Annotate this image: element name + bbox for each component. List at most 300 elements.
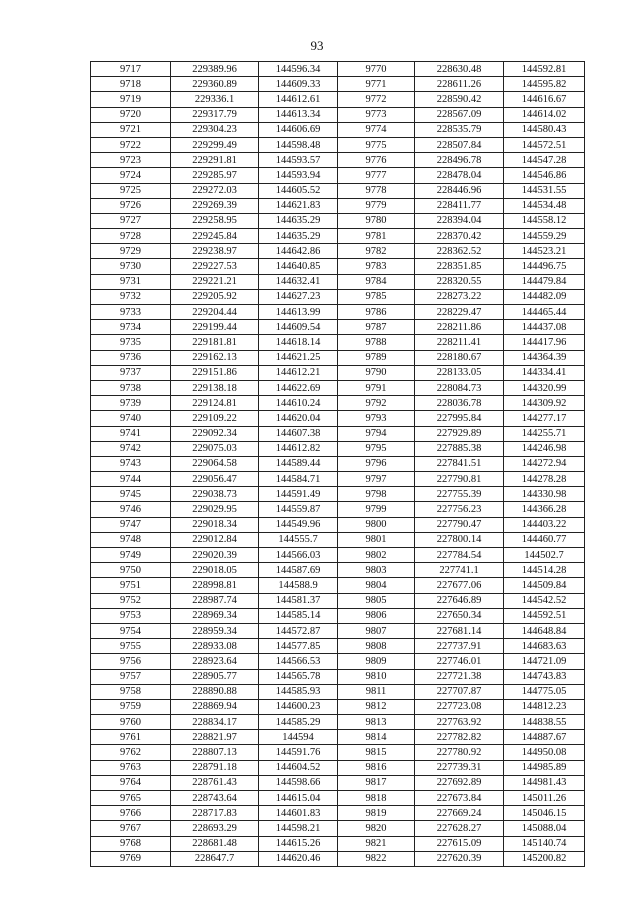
table-row (91, 578, 585, 593)
page-number: 93 (310, 38, 324, 53)
point-id-cell: 9815 (338, 745, 415, 760)
point-id-cell: 9775 (338, 137, 415, 152)
y-coordinate-cell: 144627.23 (259, 289, 338, 304)
table-row (91, 730, 585, 745)
x-coordinate-cell: 228834.17 (171, 715, 259, 730)
x-coordinate-cell: 227646.89 (415, 593, 504, 608)
x-coordinate-cell: 229238.97 (171, 244, 259, 259)
y-coordinate-cell: 144246.98 (504, 441, 585, 456)
y-coordinate-cell: 144635.29 (259, 229, 338, 244)
coordinates-table (90, 61, 585, 867)
y-coordinate-cell: 144593.94 (259, 168, 338, 183)
y-coordinate-cell: 144577.85 (259, 639, 338, 654)
y-coordinate-cell: 144547.28 (504, 153, 585, 168)
y-coordinate-cell: 144640.85 (259, 259, 338, 274)
x-coordinate-cell: 228681.48 (171, 836, 259, 851)
x-coordinate-cell: 227673.84 (415, 791, 504, 806)
y-coordinate-cell: 144593.57 (259, 153, 338, 168)
y-coordinate-cell: 144607.38 (259, 426, 338, 441)
y-coordinate-cell: 144364.39 (504, 350, 585, 365)
point-id-cell: 9749 (91, 548, 171, 563)
point-id-cell: 9721 (91, 122, 171, 137)
point-id-cell: 9780 (338, 213, 415, 228)
y-coordinate-cell: 144635.29 (259, 213, 338, 228)
table-row (91, 715, 585, 730)
x-coordinate-cell: 227620.39 (415, 851, 504, 866)
point-id-cell: 9768 (91, 836, 171, 851)
x-coordinate-cell: 228923.64 (171, 654, 259, 669)
x-coordinate-cell: 229205.92 (171, 289, 259, 304)
y-coordinate-cell: 144592.51 (504, 608, 585, 623)
x-coordinate-cell: 227650.34 (415, 608, 504, 623)
point-id-cell: 9804 (338, 578, 415, 593)
table-row (91, 122, 585, 137)
x-coordinate-cell: 227707.87 (415, 684, 504, 699)
table-row (91, 77, 585, 92)
point-id-cell: 9744 (91, 472, 171, 487)
table-row (91, 137, 585, 152)
y-coordinate-cell: 144606.69 (259, 122, 338, 137)
point-id-cell: 9792 (338, 396, 415, 411)
y-coordinate-cell: 144614.02 (504, 107, 585, 122)
x-coordinate-cell: 228807.13 (171, 745, 259, 760)
point-id-cell: 9769 (91, 851, 171, 866)
y-coordinate-cell: 144366.28 (504, 502, 585, 517)
x-coordinate-cell: 227746.01 (415, 654, 504, 669)
point-id-cell: 9812 (338, 699, 415, 714)
point-id-cell: 9759 (91, 699, 171, 714)
y-coordinate-cell: 144612.61 (259, 92, 338, 107)
point-id-cell: 9720 (91, 107, 171, 122)
point-id-cell: 9762 (91, 745, 171, 760)
y-coordinate-cell: 144558.12 (504, 213, 585, 228)
table-row (91, 92, 585, 107)
point-id-cell: 9816 (338, 760, 415, 775)
point-id-cell: 9820 (338, 821, 415, 836)
point-id-cell: 9727 (91, 213, 171, 228)
y-coordinate-cell: 144598.21 (259, 821, 338, 836)
table-row (91, 107, 585, 122)
y-coordinate-cell: 144610.24 (259, 396, 338, 411)
x-coordinate-cell: 228821.97 (171, 730, 259, 745)
y-coordinate-cell: 144621.83 (259, 198, 338, 213)
y-coordinate-cell: 145088.04 (504, 821, 585, 836)
table-row (91, 745, 585, 760)
x-coordinate-cell: 228411.77 (415, 198, 504, 213)
point-id-cell: 9776 (338, 153, 415, 168)
point-id-cell: 9733 (91, 305, 171, 320)
point-id-cell: 9743 (91, 456, 171, 471)
point-id-cell: 9745 (91, 487, 171, 502)
point-id-cell: 9794 (338, 426, 415, 441)
table-row (91, 62, 585, 77)
y-coordinate-cell: 144587.69 (259, 563, 338, 578)
table-row (91, 532, 585, 547)
point-id-cell: 9798 (338, 487, 415, 502)
point-id-cell: 9806 (338, 608, 415, 623)
x-coordinate-cell: 229204.44 (171, 305, 259, 320)
point-id-cell: 9821 (338, 836, 415, 851)
x-coordinate-cell: 228351.85 (415, 259, 504, 274)
x-coordinate-cell: 229291.81 (171, 153, 259, 168)
y-coordinate-cell: 144609.54 (259, 320, 338, 335)
table-row (91, 654, 585, 669)
x-coordinate-cell: 229285.97 (171, 168, 259, 183)
y-coordinate-cell: 145140.74 (504, 836, 585, 851)
point-id-cell: 9783 (338, 259, 415, 274)
y-coordinate-cell: 145046.15 (504, 806, 585, 821)
y-coordinate-cell: 144255.71 (504, 426, 585, 441)
x-coordinate-cell: 228535.79 (415, 122, 504, 137)
table-row (91, 623, 585, 638)
x-coordinate-cell: 228084.73 (415, 380, 504, 395)
table-row (91, 821, 585, 836)
y-coordinate-cell: 144743.83 (504, 669, 585, 684)
point-id-cell: 9761 (91, 730, 171, 745)
table-row (91, 593, 585, 608)
point-id-cell: 9810 (338, 669, 415, 684)
y-coordinate-cell: 144600.23 (259, 699, 338, 714)
x-coordinate-cell: 228647.7 (171, 851, 259, 866)
point-id-cell: 9735 (91, 335, 171, 350)
x-coordinate-cell: 227615.09 (415, 836, 504, 851)
y-coordinate-cell: 144566.53 (259, 654, 338, 669)
y-coordinate-cell: 144546.86 (504, 168, 585, 183)
x-coordinate-cell: 227737.91 (415, 639, 504, 654)
point-id-cell: 9739 (91, 396, 171, 411)
x-coordinate-cell: 228211.41 (415, 335, 504, 350)
x-coordinate-cell: 227755.39 (415, 487, 504, 502)
y-coordinate-cell: 144616.67 (504, 92, 585, 107)
x-coordinate-cell: 228370.42 (415, 229, 504, 244)
x-coordinate-cell: 229075.03 (171, 441, 259, 456)
y-coordinate-cell: 144566.03 (259, 548, 338, 563)
y-coordinate-cell: 144496.75 (504, 259, 585, 274)
y-coordinate-cell: 145200.82 (504, 851, 585, 866)
table-row (91, 198, 585, 213)
y-coordinate-cell: 144479.84 (504, 274, 585, 289)
point-id-cell: 9797 (338, 472, 415, 487)
y-coordinate-cell: 144559.87 (259, 502, 338, 517)
x-coordinate-cell: 227995.84 (415, 411, 504, 426)
point-id-cell: 9765 (91, 791, 171, 806)
point-id-cell: 9796 (338, 456, 415, 471)
x-coordinate-cell: 229138.18 (171, 380, 259, 395)
y-coordinate-cell: 144613.99 (259, 305, 338, 320)
y-coordinate-cell: 144542.52 (504, 593, 585, 608)
point-id-cell: 9741 (91, 426, 171, 441)
x-coordinate-cell: 229012.84 (171, 532, 259, 547)
table-row (91, 168, 585, 183)
x-coordinate-cell: 227721.38 (415, 669, 504, 684)
x-coordinate-cell: 229092.34 (171, 426, 259, 441)
y-coordinate-cell: 144272.94 (504, 456, 585, 471)
x-coordinate-cell: 227681.14 (415, 623, 504, 638)
x-coordinate-cell: 228905.77 (171, 669, 259, 684)
table-row (91, 259, 585, 274)
x-coordinate-cell: 227780.92 (415, 745, 504, 760)
point-id-cell: 9786 (338, 305, 415, 320)
point-id-cell: 9817 (338, 775, 415, 790)
y-coordinate-cell: 144609.33 (259, 77, 338, 92)
y-coordinate-cell: 144598.48 (259, 137, 338, 152)
point-id-cell: 9782 (338, 244, 415, 259)
table-row (91, 183, 585, 198)
x-coordinate-cell: 228761.43 (171, 775, 259, 790)
point-id-cell: 9770 (338, 62, 415, 77)
x-coordinate-cell: 227741.1 (415, 563, 504, 578)
x-coordinate-cell: 228693.29 (171, 821, 259, 836)
y-coordinate-cell: 144330.98 (504, 487, 585, 502)
y-coordinate-cell: 144642.86 (259, 244, 338, 259)
table-row (91, 563, 585, 578)
point-id-cell: 9760 (91, 715, 171, 730)
x-coordinate-cell: 228630.48 (415, 62, 504, 77)
point-id-cell: 9742 (91, 441, 171, 456)
point-id-cell: 9811 (338, 684, 415, 699)
point-id-cell: 9740 (91, 411, 171, 426)
y-coordinate-cell: 144417.96 (504, 335, 585, 350)
y-coordinate-cell: 144585.29 (259, 715, 338, 730)
y-coordinate-cell: 144309.92 (504, 396, 585, 411)
x-coordinate-cell: 229317.79 (171, 107, 259, 122)
point-id-cell: 9758 (91, 684, 171, 699)
table-row (91, 396, 585, 411)
x-coordinate-cell: 227790.47 (415, 517, 504, 532)
x-coordinate-cell: 227782.82 (415, 730, 504, 745)
x-coordinate-cell: 227739.31 (415, 760, 504, 775)
y-coordinate-cell: 144950.08 (504, 745, 585, 760)
point-id-cell: 9795 (338, 441, 415, 456)
x-coordinate-cell: 227800.14 (415, 532, 504, 547)
point-id-cell: 9801 (338, 532, 415, 547)
y-coordinate-cell: 144615.26 (259, 836, 338, 851)
x-coordinate-cell: 229020.39 (171, 548, 259, 563)
table-row (91, 851, 585, 866)
point-id-cell: 9732 (91, 289, 171, 304)
point-id-cell: 9722 (91, 137, 171, 152)
x-coordinate-cell: 227929.89 (415, 426, 504, 441)
point-id-cell: 9766 (91, 806, 171, 821)
x-coordinate-cell: 229272.03 (171, 183, 259, 198)
table-row (91, 548, 585, 563)
point-id-cell: 9779 (338, 198, 415, 213)
y-coordinate-cell: 144465.44 (504, 305, 585, 320)
y-coordinate-cell: 144460.77 (504, 532, 585, 547)
y-coordinate-cell: 144683.63 (504, 639, 585, 654)
y-coordinate-cell: 144403.22 (504, 517, 585, 532)
point-id-cell: 9738 (91, 380, 171, 395)
x-coordinate-cell: 228496.78 (415, 153, 504, 168)
y-coordinate-cell: 144278.28 (504, 472, 585, 487)
y-coordinate-cell: 144559.29 (504, 229, 585, 244)
x-coordinate-cell: 228998.81 (171, 578, 259, 593)
x-coordinate-cell: 228446.96 (415, 183, 504, 198)
point-id-cell: 9751 (91, 578, 171, 593)
x-coordinate-cell: 228229.47 (415, 305, 504, 320)
point-id-cell: 9726 (91, 198, 171, 213)
x-coordinate-cell: 228611.26 (415, 77, 504, 92)
x-coordinate-cell: 229124.81 (171, 396, 259, 411)
y-coordinate-cell: 144596.34 (259, 62, 338, 77)
y-coordinate-cell: 144613.34 (259, 107, 338, 122)
y-coordinate-cell: 144620.46 (259, 851, 338, 866)
x-coordinate-cell: 229245.84 (171, 229, 259, 244)
point-id-cell: 9718 (91, 77, 171, 92)
point-id-cell: 9773 (338, 107, 415, 122)
point-id-cell: 9746 (91, 502, 171, 517)
x-coordinate-cell: 227677.06 (415, 578, 504, 593)
point-id-cell: 9767 (91, 821, 171, 836)
x-coordinate-cell: 228743.64 (171, 791, 259, 806)
x-coordinate-cell: 228717.83 (171, 806, 259, 821)
x-coordinate-cell: 228567.09 (415, 107, 504, 122)
x-coordinate-cell: 228478.04 (415, 168, 504, 183)
x-coordinate-cell: 229029.95 (171, 502, 259, 517)
x-coordinate-cell: 228590.42 (415, 92, 504, 107)
y-coordinate-cell: 144588.9 (259, 578, 338, 593)
x-coordinate-cell: 227784.54 (415, 548, 504, 563)
y-coordinate-cell: 144595.82 (504, 77, 585, 92)
table-row (91, 502, 585, 517)
point-id-cell: 9791 (338, 380, 415, 395)
x-coordinate-cell: 227692.89 (415, 775, 504, 790)
y-coordinate-cell: 144584.71 (259, 472, 338, 487)
y-coordinate-cell: 144721.09 (504, 654, 585, 669)
point-id-cell: 9807 (338, 623, 415, 638)
table-row (91, 806, 585, 821)
x-coordinate-cell: 228036.78 (415, 396, 504, 411)
point-id-cell: 9731 (91, 274, 171, 289)
y-coordinate-cell: 144591.76 (259, 745, 338, 760)
point-id-cell: 9789 (338, 350, 415, 365)
y-coordinate-cell: 144502.7 (504, 548, 585, 563)
x-coordinate-cell: 229227.53 (171, 259, 259, 274)
x-coordinate-cell: 229336.1 (171, 92, 259, 107)
point-id-cell: 9784 (338, 274, 415, 289)
y-coordinate-cell: 144277.17 (504, 411, 585, 426)
table-row (91, 441, 585, 456)
table-row (91, 456, 585, 471)
point-id-cell: 9772 (338, 92, 415, 107)
y-coordinate-cell: 144565.78 (259, 669, 338, 684)
x-coordinate-cell: 229199.44 (171, 320, 259, 335)
x-coordinate-cell: 228211.86 (415, 320, 504, 335)
point-id-cell: 9785 (338, 289, 415, 304)
y-coordinate-cell: 144981.43 (504, 775, 585, 790)
x-coordinate-cell: 229269.39 (171, 198, 259, 213)
y-coordinate-cell: 144523.21 (504, 244, 585, 259)
x-coordinate-cell: 228362.52 (415, 244, 504, 259)
y-coordinate-cell: 144632.41 (259, 274, 338, 289)
point-id-cell: 9750 (91, 563, 171, 578)
table-row (91, 289, 585, 304)
x-coordinate-cell: 227885.38 (415, 441, 504, 456)
table-row (91, 213, 585, 228)
x-coordinate-cell: 229151.86 (171, 365, 259, 380)
x-coordinate-cell: 228394.04 (415, 213, 504, 228)
table-row (91, 699, 585, 714)
x-coordinate-cell: 227723.08 (415, 699, 504, 714)
table-row (91, 229, 585, 244)
x-coordinate-cell: 228869.94 (171, 699, 259, 714)
x-coordinate-cell: 227756.23 (415, 502, 504, 517)
table-row (91, 365, 585, 380)
y-coordinate-cell: 144572.87 (259, 623, 338, 638)
point-id-cell: 9813 (338, 715, 415, 730)
y-coordinate-cell: 144555.7 (259, 532, 338, 547)
x-coordinate-cell: 227669.24 (415, 806, 504, 821)
point-id-cell: 9748 (91, 532, 171, 547)
point-id-cell: 9736 (91, 350, 171, 365)
y-coordinate-cell: 144621.25 (259, 350, 338, 365)
table-row (91, 760, 585, 775)
x-coordinate-cell: 228507.84 (415, 137, 504, 152)
y-coordinate-cell: 144775.05 (504, 684, 585, 699)
table-row (91, 472, 585, 487)
table-row (91, 836, 585, 851)
x-coordinate-cell: 229258.95 (171, 213, 259, 228)
x-coordinate-cell: 229389.96 (171, 62, 259, 77)
y-coordinate-cell: 144812.23 (504, 699, 585, 714)
point-id-cell: 9805 (338, 593, 415, 608)
y-coordinate-cell: 144482.09 (504, 289, 585, 304)
point-id-cell: 9729 (91, 244, 171, 259)
x-coordinate-cell: 229304.23 (171, 122, 259, 137)
x-coordinate-cell: 228890.88 (171, 684, 259, 699)
table-row (91, 153, 585, 168)
y-coordinate-cell: 144887.67 (504, 730, 585, 745)
point-id-cell: 9755 (91, 639, 171, 654)
y-coordinate-cell: 144838.55 (504, 715, 585, 730)
point-id-cell: 9800 (338, 517, 415, 532)
y-coordinate-cell: 144622.69 (259, 380, 338, 395)
point-id-cell: 9803 (338, 563, 415, 578)
point-id-cell: 9774 (338, 122, 415, 137)
y-coordinate-cell: 144598.66 (259, 775, 338, 790)
point-id-cell: 9734 (91, 320, 171, 335)
point-id-cell: 9809 (338, 654, 415, 669)
x-coordinate-cell: 228273.22 (415, 289, 504, 304)
point-id-cell: 9724 (91, 168, 171, 183)
point-id-cell: 9764 (91, 775, 171, 790)
point-id-cell: 9819 (338, 806, 415, 821)
y-coordinate-cell: 144592.81 (504, 62, 585, 77)
y-coordinate-cell: 144591.49 (259, 487, 338, 502)
y-coordinate-cell: 144618.14 (259, 335, 338, 350)
x-coordinate-cell: 228791.18 (171, 760, 259, 775)
point-id-cell: 9753 (91, 608, 171, 623)
x-coordinate-cell: 229221.21 (171, 274, 259, 289)
y-coordinate-cell: 144572.51 (504, 137, 585, 152)
point-id-cell: 9747 (91, 517, 171, 532)
y-coordinate-cell: 144585.93 (259, 684, 338, 699)
point-id-cell: 9757 (91, 669, 171, 684)
x-coordinate-cell: 229038.73 (171, 487, 259, 502)
point-id-cell: 9754 (91, 623, 171, 638)
table-row (91, 684, 585, 699)
point-id-cell: 9777 (338, 168, 415, 183)
y-coordinate-cell: 144620.04 (259, 411, 338, 426)
y-coordinate-cell: 144612.82 (259, 441, 338, 456)
table-row (91, 380, 585, 395)
x-coordinate-cell: 229064.58 (171, 456, 259, 471)
point-id-cell: 9793 (338, 411, 415, 426)
table-row (91, 517, 585, 532)
x-coordinate-cell: 229018.05 (171, 563, 259, 578)
table-row (91, 244, 585, 259)
x-coordinate-cell: 228180.67 (415, 350, 504, 365)
